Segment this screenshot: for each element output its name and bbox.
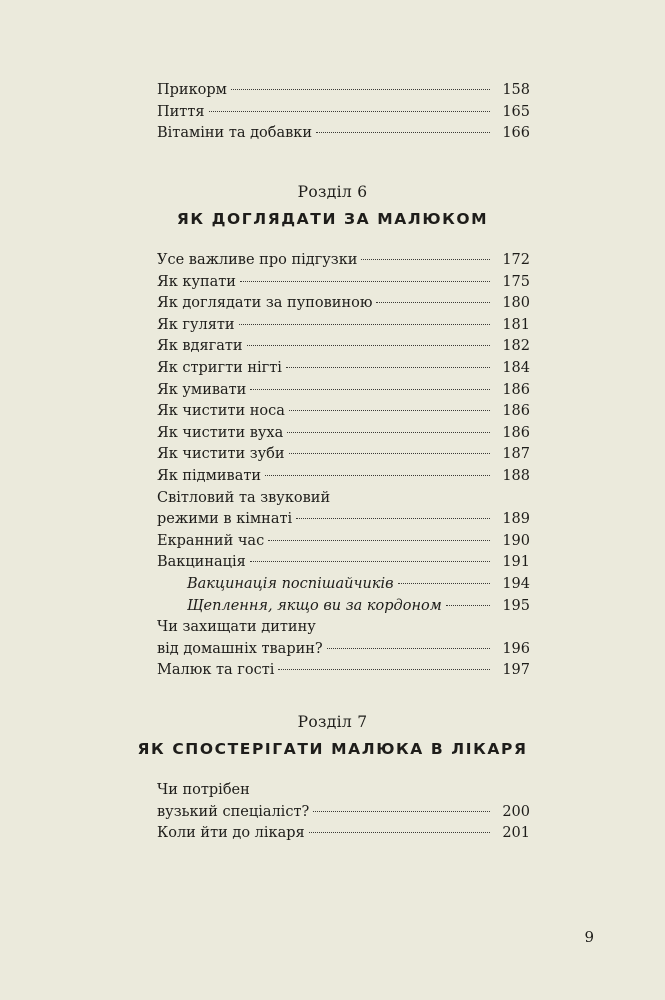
dot-leader xyxy=(247,345,490,346)
dot-leader xyxy=(296,518,490,519)
dot-leader xyxy=(398,583,490,584)
toc-entry-title: від домашніх тварин? xyxy=(157,640,323,657)
toc-entry xyxy=(157,444,530,466)
toc-entry xyxy=(157,80,530,102)
toc-entry-title: Прикорм xyxy=(157,82,227,98)
dot-leader xyxy=(265,475,490,476)
toc-entry-page: 200 xyxy=(502,803,530,820)
dot-leader xyxy=(446,605,490,606)
toc-entry xyxy=(157,293,530,315)
toc-entry xyxy=(157,660,530,682)
toc-entry-title: Як чистити зуби xyxy=(157,446,285,463)
toc-entry-title: Як умивати xyxy=(157,381,247,398)
dot-leader xyxy=(361,259,490,260)
toc-entry-page: 191 xyxy=(502,554,530,571)
dot-leader xyxy=(286,367,490,368)
toc-entry-page: 187 xyxy=(502,446,530,463)
toc-entry-page: 188 xyxy=(502,467,530,484)
toc-entry xyxy=(157,123,530,145)
toc-entry-title: Як чистити носа xyxy=(157,403,285,420)
toc-entry-title-line1: Чи потрібен xyxy=(157,782,250,798)
toc-entry xyxy=(157,102,530,124)
toc-entry-page: 165 xyxy=(502,103,530,120)
toc-entry xyxy=(157,509,530,531)
toc-entry xyxy=(157,272,530,294)
toc-entry-page: 172 xyxy=(502,252,530,268)
dot-leader xyxy=(376,302,490,303)
toc-entry xyxy=(157,552,530,574)
toc-entry-title: Як купати xyxy=(157,273,236,290)
toc-entry-page: 196 xyxy=(502,640,530,657)
dot-leader xyxy=(231,89,490,90)
toc-entry-title: Коли йти до лікаря xyxy=(157,825,305,842)
toc-entry-title: Пиття xyxy=(157,103,205,120)
toc-entry-page: 189 xyxy=(502,511,530,528)
toc-entry-title-line1: Світловий та звуковий xyxy=(157,489,331,506)
toc-entry xyxy=(157,250,530,272)
toc-entry xyxy=(157,823,530,845)
toc-entry xyxy=(157,531,530,553)
toc-entry-page: 158 xyxy=(502,82,530,98)
chapter-7-title: ЯК СПОСТЕРІГАТИ МАЛЮКА В ЛІКАРЯ xyxy=(137,740,528,758)
toc-entry-page: 195 xyxy=(502,597,530,614)
toc-entry-title: Як чистити вуха xyxy=(157,424,284,441)
toc-entry-first-line xyxy=(157,617,530,639)
toc-entry-page: 166 xyxy=(502,125,530,142)
toc-entry-page: 194 xyxy=(502,575,530,592)
dot-leader xyxy=(240,281,490,282)
toc-entry-page: 201 xyxy=(502,825,530,842)
chapter-7-label: Розділ 7 xyxy=(297,713,368,731)
toc-entry-title: Як доглядати за пуповиною xyxy=(157,295,373,312)
dot-leader xyxy=(309,832,490,833)
toc-subentry xyxy=(157,574,530,596)
toc-entry xyxy=(157,401,530,423)
toc-entry xyxy=(157,423,530,445)
dot-leader xyxy=(327,648,490,649)
dot-leader xyxy=(313,811,490,812)
toc-entry xyxy=(157,802,530,824)
toc-subentry-title: Вакцинація поспішайчиків xyxy=(187,575,394,592)
dot-leader xyxy=(289,453,490,454)
dot-leader xyxy=(287,432,490,433)
toc-entry xyxy=(157,358,530,380)
toc-entry-page: 175 xyxy=(502,273,530,290)
toc-entry-title: Вітаміни та добавки xyxy=(157,125,313,142)
toc-entry-page: 190 xyxy=(502,532,530,549)
toc-entry-page: 181 xyxy=(502,316,530,333)
dot-leader xyxy=(209,111,490,112)
dot-leader xyxy=(289,410,490,411)
toc-subentry-title: Щеплення, якщо ви за кордоном xyxy=(187,597,442,614)
toc-entry-title: Малюк та гості xyxy=(157,662,275,679)
toc-entry-title: Як гуляти xyxy=(157,316,235,333)
dot-leader xyxy=(239,324,490,325)
toc-entry-page: 182 xyxy=(502,338,530,355)
toc-entry xyxy=(157,380,530,402)
toc-entry-title: Екранний час xyxy=(157,532,265,549)
page-number: 9 xyxy=(584,928,594,946)
toc-entry-title: Усе важливе про підгузки xyxy=(157,252,358,268)
toc-entry xyxy=(157,639,530,661)
toc-entry xyxy=(157,336,530,358)
dot-leader xyxy=(278,669,490,670)
toc-subentry xyxy=(157,596,530,618)
toc-entry-title: Як підмивати xyxy=(157,467,262,484)
toc-chapter-6-list xyxy=(157,250,530,682)
toc-entry-title: Вакцинація xyxy=(157,554,246,571)
toc-entry-page: 186 xyxy=(502,424,530,441)
dot-leader xyxy=(250,561,490,562)
toc-entry xyxy=(157,315,530,337)
toc-chapter-7-list xyxy=(157,780,530,845)
toc-entry-title: вузький спеціаліст? xyxy=(157,803,310,820)
chapter-6-label: Розділ 6 xyxy=(297,183,368,201)
toc-intro-list xyxy=(157,80,530,145)
toc-entry-title-line1: Чи захищати дитину xyxy=(157,619,316,636)
toc-entry-page: 186 xyxy=(502,381,530,398)
dot-leader xyxy=(250,389,490,390)
toc-entry-title: Як вдягати xyxy=(157,338,243,355)
toc-entry-title: Як стригти нігті xyxy=(157,359,282,376)
toc-entry-page: 184 xyxy=(502,359,530,376)
toc-entry xyxy=(157,466,530,488)
toc-entry-page: 197 xyxy=(502,662,530,679)
chapter-6-title: ЯК ДОГЛЯДАТИ ЗА МАЛЮКОМ xyxy=(176,210,489,228)
toc-entry-title: режими в кімнаті xyxy=(157,511,293,528)
toc-entry-page: 180 xyxy=(502,295,530,312)
dot-leader xyxy=(268,540,490,541)
toc-entry-first-line xyxy=(157,488,530,510)
toc-entry-first-line xyxy=(157,780,530,802)
toc-entry-page: 186 xyxy=(502,403,530,420)
dot-leader xyxy=(316,132,490,133)
